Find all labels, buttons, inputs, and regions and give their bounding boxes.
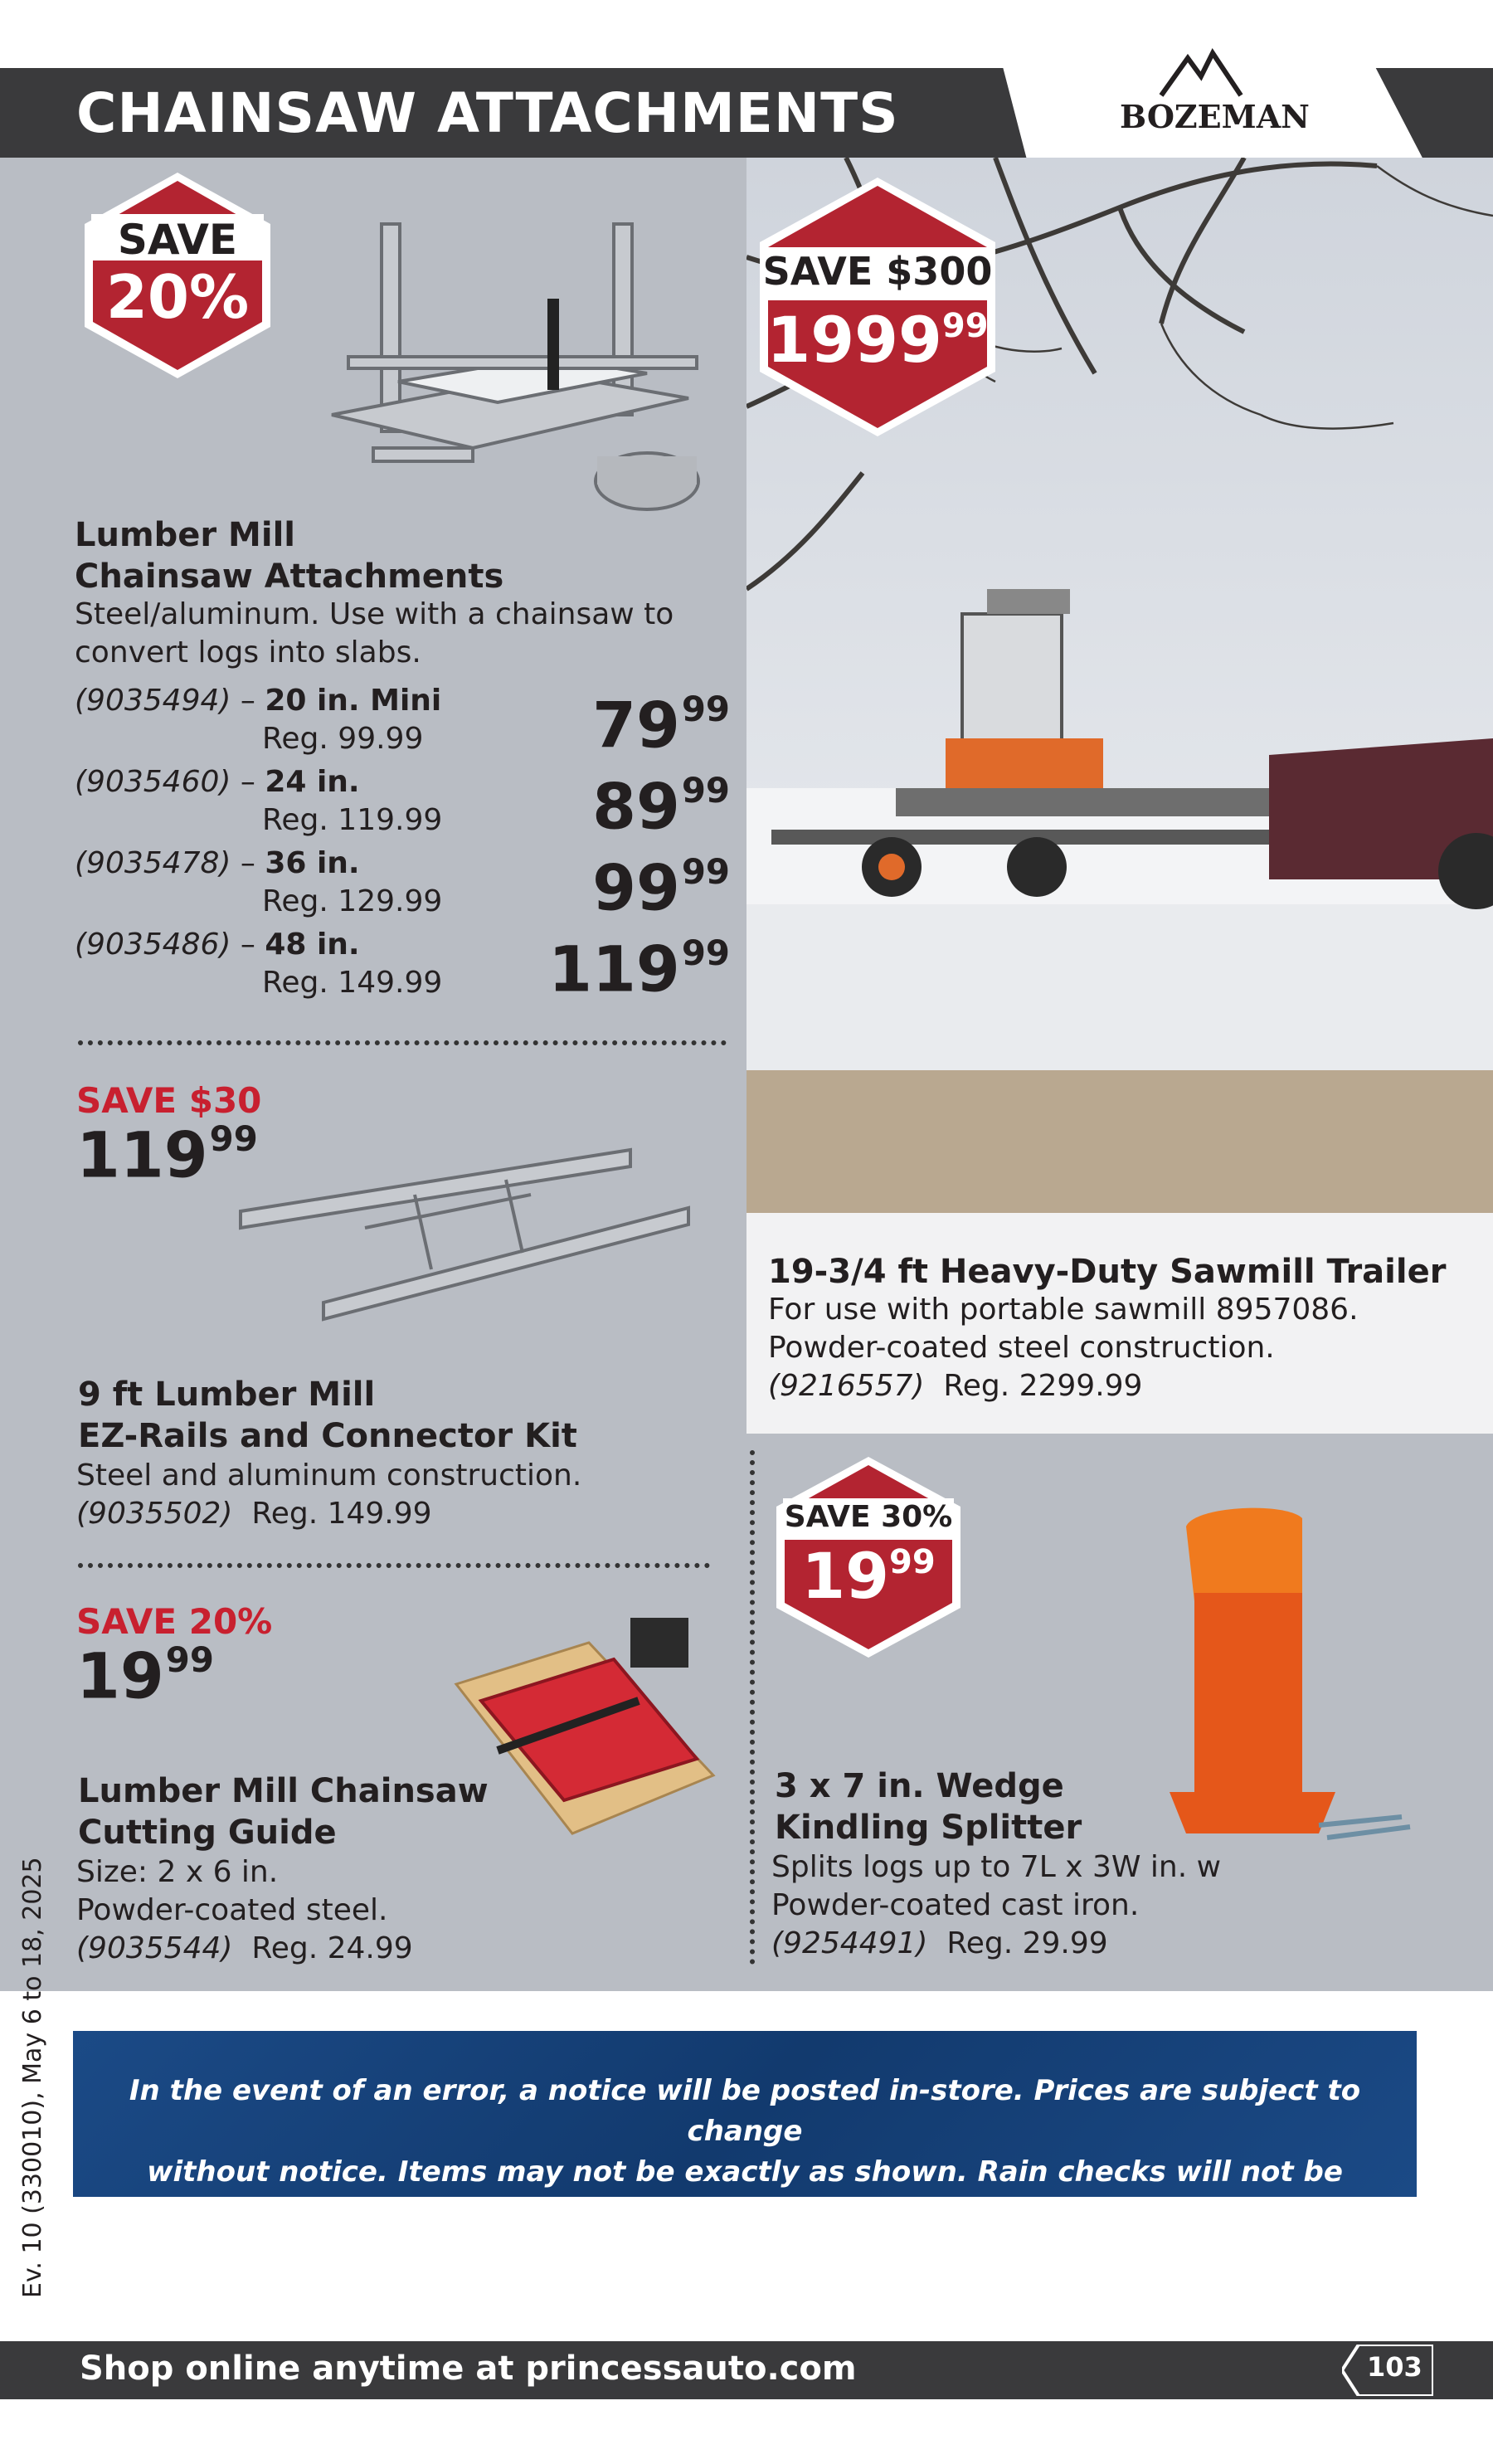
variant-sku: (9035486) bbox=[75, 928, 231, 962]
variant-price: $99^{99}$ bbox=[592, 850, 730, 925]
guide-desc-line1: Size: 2 x 6 in. bbox=[76, 1855, 279, 1889]
splitter-save-label: SAVE 30% bbox=[784, 1500, 953, 1534]
variant-size: 36 in. bbox=[265, 846, 360, 880]
splitter-desc-line2: Powder-coated cast iron. bbox=[771, 1888, 1140, 1922]
footer-text: Shop online anytime at princessauto.com bbox=[80, 2350, 857, 2388]
variant-size: 20 in. Mini bbox=[265, 684, 442, 718]
kindling-splitter-image bbox=[1161, 1502, 1418, 1850]
mill-title-line2: Chainsaw Attachments bbox=[75, 558, 504, 596]
divider bbox=[78, 1040, 727, 1045]
brand-logo bbox=[995, 33, 1427, 166]
guide-save-label: SAVE 20% bbox=[76, 1601, 273, 1642]
variant-reg: Reg. 119.99 bbox=[262, 803, 443, 837]
variant-reg: Reg. 129.99 bbox=[262, 884, 443, 918]
mill-variant-row: (9035478) – 36 in. Reg. 129.99 $99^{99}$ bbox=[75, 846, 730, 925]
variant-sku: (9035460) bbox=[75, 765, 231, 799]
variant-price: $89^{99}$ bbox=[592, 769, 730, 844]
variant-price: $79^{99}$ bbox=[592, 688, 730, 762]
ez-rails-image bbox=[232, 1137, 697, 1327]
mill-save-label: SAVE bbox=[117, 216, 238, 264]
divider-vertical bbox=[750, 1450, 755, 1965]
trailer-desc-line1: For use with portable sawmill 8957086. bbox=[768, 1293, 1359, 1327]
guide-sku-line: (9035544) Reg. 24.99 bbox=[76, 1931, 413, 1965]
mill-save-percent: 20% bbox=[105, 262, 250, 332]
splitter-sale-price: $19^{99}$ bbox=[801, 1539, 936, 1613]
guide-desc-line2: Powder-coated steel. bbox=[76, 1893, 388, 1927]
mill-desc-line1: Steel/aluminum. Use with a chainsaw to bbox=[75, 597, 674, 631]
rails-title-line2: EZ-Rails and Connector Kit bbox=[78, 1417, 577, 1455]
trailer-desc-line2: Powder-coated steel construction. bbox=[768, 1331, 1275, 1365]
mill-variant-row: (9035460) – 24 in. Reg. 119.99 $89^{99}$ bbox=[75, 765, 730, 844]
trailer-sale-price: 1999$^{99}$ bbox=[766, 303, 989, 377]
variant-size: 24 in. bbox=[265, 765, 360, 799]
mill-desc-line2: convert logs into slabs. bbox=[75, 635, 421, 670]
splitter-sku-line: (9254491) Reg. 29.99 bbox=[771, 1926, 1108, 1960]
trailer-title: 19-3/4 ft Heavy-Duty Sawmill Trailer bbox=[768, 1253, 1447, 1291]
cutting-guide-image bbox=[448, 1609, 722, 1858]
guide-title-line1: Lumber Mill Chainsaw bbox=[78, 1772, 489, 1810]
mill-variant-row: (9035486) – 48 in. Reg. 149.99 $119^{99}$ bbox=[75, 928, 730, 1006]
mill-variant-row: (9035494) – 20 in. Mini Reg. 99.99 $79^{99}$ bbox=[75, 684, 730, 762]
page-title: CHAINSAW ATTACHMENTS bbox=[76, 81, 899, 145]
variant-size: 48 in. bbox=[265, 928, 360, 962]
variant-reg: Reg. 149.99 bbox=[262, 966, 443, 1000]
variant-reg: Reg. 99.99 bbox=[262, 722, 424, 756]
edition-side-text: Ev. 10 (330010), May 6 to 18, 2025 bbox=[18, 1857, 47, 2298]
trailer-sku-line: (9216557) Reg. 2299.99 bbox=[768, 1369, 1143, 1403]
guide-price: $19^{99}$ bbox=[76, 1639, 214, 1713]
variant-price: $119^{99}$ bbox=[548, 932, 730, 1006]
rails-title-line1: 9 ft Lumber Mill bbox=[78, 1376, 376, 1414]
divider bbox=[78, 1563, 710, 1568]
notice-text: In the event of an error, a notice will be posted in-store. Prices are subject to change without notice. Items may not be exactly as shown. Rain checks will not be available for special purchases and limited quantity items. Chemicals cannot be shipped. Items may be subject to environmental or disposal fees. Fees may vary by province. bbox=[75, 2074, 1415, 2311]
rails-price: $119^{99}$ bbox=[76, 1118, 258, 1192]
trailer-save-label: SAVE $300 bbox=[762, 249, 993, 294]
mill-save-badge bbox=[80, 169, 275, 382]
rails-sku-line: (9035502) Reg. 149.99 bbox=[76, 1497, 432, 1531]
mill-title-line1: Lumber Mill bbox=[75, 516, 295, 554]
splitter-title-line2: Kindling Splitter bbox=[775, 1809, 1082, 1847]
guide-title-line2: Cutting Guide bbox=[78, 1814, 337, 1852]
variant-sku: (9035478) bbox=[75, 846, 231, 880]
splitter-desc-line1: Splits logs up to 7L x 3W in. w bbox=[771, 1850, 1222, 1884]
splitter-price-badge bbox=[771, 1454, 965, 1661]
rails-desc: Steel and aluminum construction. bbox=[76, 1458, 582, 1493]
variant-sku: (9035494) bbox=[75, 684, 231, 718]
splitter-title-line1: 3 x 7 in. Wedge bbox=[775, 1767, 1064, 1805]
page-number: 103 bbox=[1367, 2351, 1422, 2383]
lumber-mill-image bbox=[299, 207, 713, 523]
rails-save-label: SAVE $30 bbox=[76, 1080, 262, 1121]
trailer-price-badge bbox=[753, 174, 1002, 440]
brand-name: BOZEMAN bbox=[1120, 98, 1310, 135]
